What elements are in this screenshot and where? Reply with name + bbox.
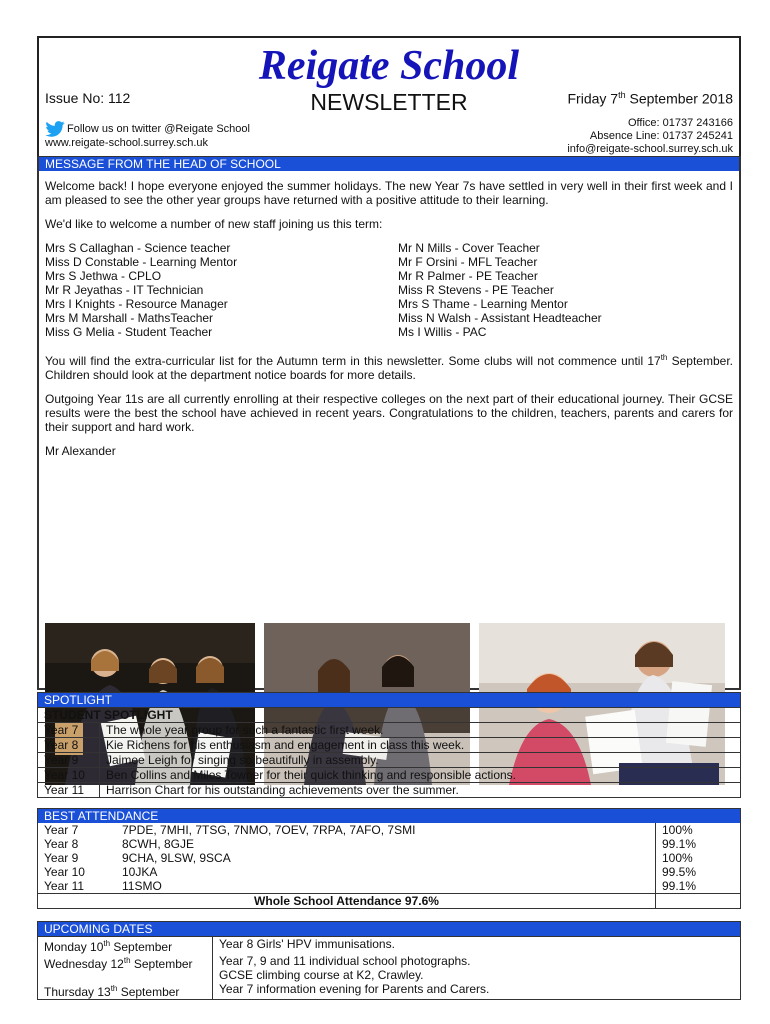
paragraph: You will find the extra-curricular list for the Autumn term in this newsletter. Some clubs will not commence until 17th September. Children should look at the department notice boards for more details.: [45, 353, 733, 382]
table-row: Year 11 11SMO 99.1%: [38, 879, 740, 894]
staff-item: Mrs M Marshall - MathsTeacher: [45, 311, 214, 325]
table-subheading: STUDENT SPOTLIGHT: [38, 708, 740, 723]
paragraph: Welcome back! I hope everyone enjoyed the summer holidays. The new Year 7s have settled in very well in their first week and I am pleased to see the other year groups have returned with a positive attitude to their learning.: [45, 179, 733, 207]
staff-item: Mrs S Thame - Learning Mentor: [398, 297, 568, 311]
twitter-label: Follow us on twitter @Reigate School: [67, 123, 250, 135]
staff-item: Miss R Stevens - PE Teacher: [398, 283, 554, 297]
staff-item: Mrs S Jethwa - CPLO: [45, 269, 162, 283]
upcoming-table: [38, 936, 740, 999]
table-row: Wednesday 12th September Year 7, 9 and 11 individual school photographs. GCSE climbing course at K2, Crawley.: [38, 954, 740, 982]
twitter-follow[interactable]: [45, 121, 250, 137]
table-row: Year 8 8CWH, 8GJE 99.1%: [38, 837, 740, 851]
staff-item: Ms I Willis - PAC: [398, 325, 487, 339]
table-row: Year 9 9CHA, 9LSW, 9SCA 100%: [38, 851, 740, 865]
table-row: Year 10 Ben Collins and Miles Towner for their quick thinking and responsible actions.: [38, 768, 740, 783]
newsletter-label: NEWSLETTER: [310, 89, 468, 115]
issue-number: Issue No: 112: [45, 90, 131, 106]
head-message-section: [37, 156, 741, 690]
section-heading: SPOTLIGHT: [38, 693, 740, 707]
upcoming-dates-section: [37, 921, 741, 1000]
absence-line: Absence Line: 01737 245241: [589, 130, 733, 142]
staff-item: Miss N Walsh - Assistant Headteacher: [398, 311, 602, 325]
staff-item: Mr R Jeyathas - IT Technician: [45, 283, 204, 297]
new-staff-list: [45, 241, 733, 339]
table-row: Year 11 Harrison Chart for his outstanding achievements over the summer.: [38, 783, 740, 798]
staff-item: Miss G Melia - Student Teacher: [45, 325, 213, 339]
email-link[interactable]: info@reigate-school.surrey.sch.uk: [567, 143, 733, 155]
school-name: Reigate School: [258, 43, 520, 89]
website-link[interactable]: www.reigate-school.surrey.sch.uk: [45, 137, 209, 149]
staff-item: Mr N Mills - Cover Teacher: [398, 241, 540, 255]
table-row: Monday 10th September Year 8 Girls' HPV immunisations.: [38, 937, 740, 955]
table-row: Year 8 Kie Richens for his enthusiasm and engagement in class this week.: [38, 738, 740, 753]
twitter-bird-icon: [45, 121, 65, 137]
masthead: [37, 36, 741, 156]
staff-item: Mr F Orsini - MFL Teacher: [398, 255, 538, 269]
staff-item: Mr R Palmer - PE Teacher: [398, 269, 538, 283]
staff-item: Miss D Constable - Learning Mentor: [45, 255, 238, 269]
table-row: Year 7 7PDE, 7MHI, 7TSG, 7NMO, 7OEV, 7RPA, 7AFO, 7SMI 100%: [38, 823, 740, 837]
staff-item: Mrs I Knights - Resource Manager: [45, 297, 228, 311]
attendance-table: [38, 823, 740, 908]
section-heading: BEST ATTENDANCE: [38, 809, 740, 823]
issue-date: Friday 7th September 2018: [567, 90, 733, 107]
attendance-section: [37, 808, 741, 909]
table-row: Year 9 Jaimee Leigh for singing so beautifully in assembly.: [38, 753, 740, 768]
signoff: Mr Alexander: [45, 444, 116, 458]
table-row: Year 7 The whole year group for such a fantastic first week.: [38, 723, 740, 738]
contact-info: [567, 117, 733, 156]
staff-item: Mrs S Callaghan - Science teacher: [45, 241, 231, 255]
paragraph: We'd like to welcome a number of new staff joining us this term:: [45, 217, 383, 231]
spotlight-table: [38, 707, 740, 797]
table-row: Thursday 13th September Year 7 information evening for Parents and Carers.: [38, 982, 740, 999]
spotlight-section: [37, 692, 741, 798]
paragraph: Outgoing Year 11s are all currently enrolling at their respective colleges on the next part of their educational journey. Their GCSE results were the best the school have achieved in recent years. Congratulations to the children, teachers, parents and carers for their support and hard work.: [45, 392, 733, 434]
whole-school-row: Whole School Attendance 97.6%: [38, 894, 740, 909]
section-heading: UPCOMING DATES: [38, 922, 740, 936]
table-row: Year 10 10JKA 99.5%: [38, 865, 740, 879]
office-phone: Office: 01737 243166: [628, 117, 733, 129]
section-heading: MESSAGE FROM THE HEAD OF SCHOOL: [39, 157, 739, 171]
